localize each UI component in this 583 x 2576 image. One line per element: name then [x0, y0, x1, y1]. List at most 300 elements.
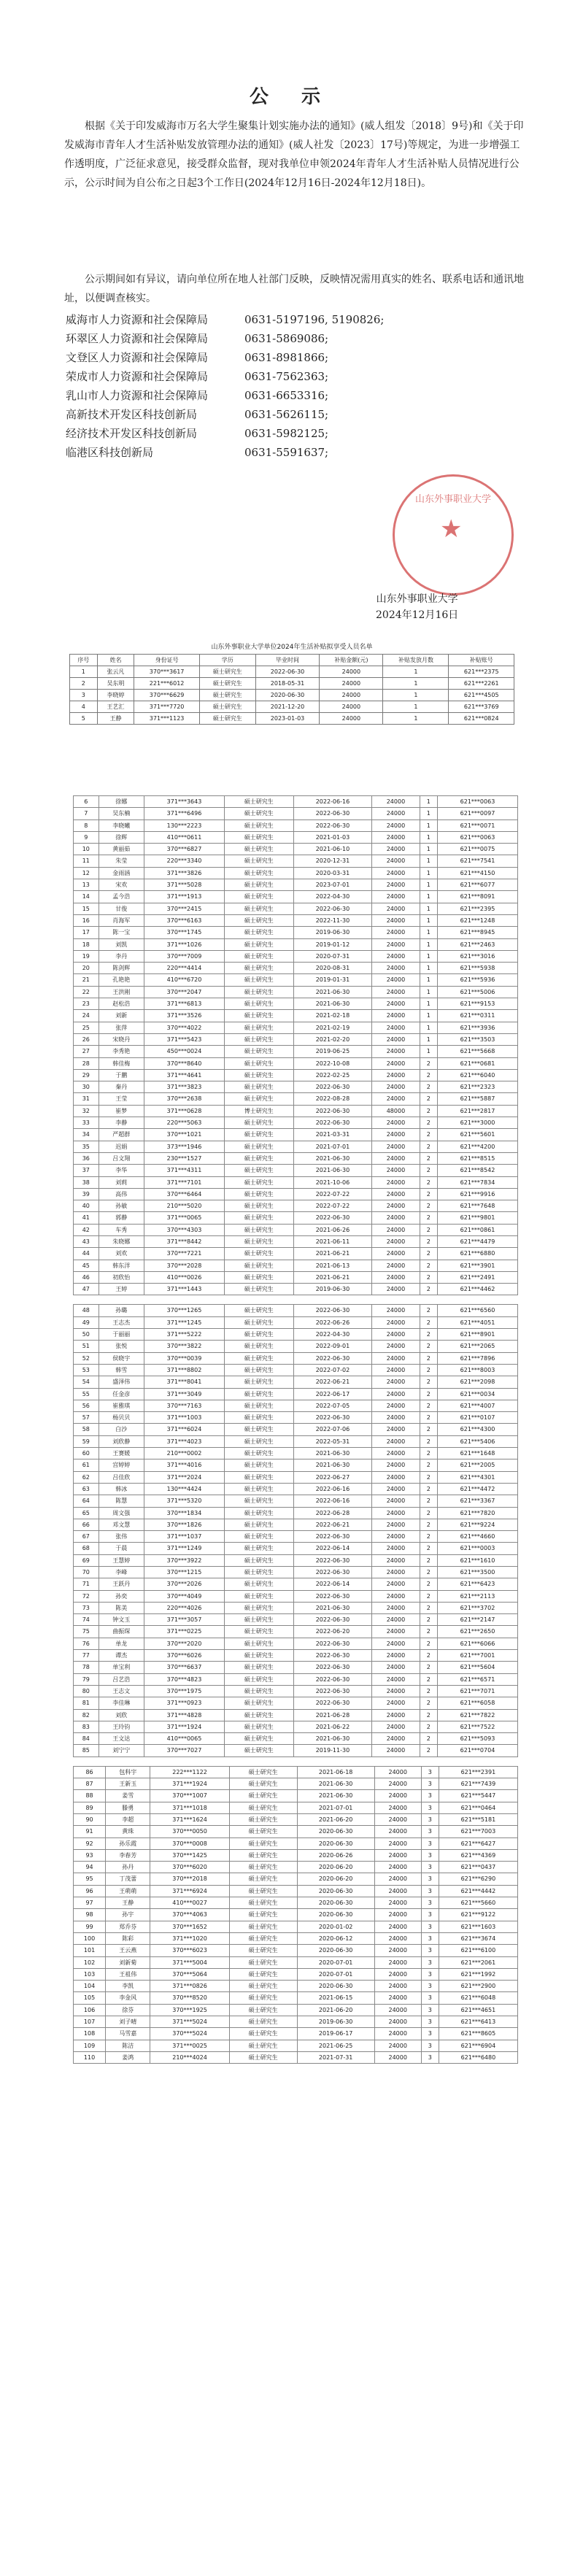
summary-header-cell: 毕业时间 — [255, 655, 320, 666]
roster-cell: 2019-06-30 — [293, 927, 372, 938]
summary-cell: 3 — [70, 690, 98, 701]
roster-cell: 24000 — [374, 1766, 421, 1778]
roster-cell: 621***4462 — [437, 1284, 517, 1295]
roster-cell: 2021-06-28 — [293, 1709, 372, 1721]
roster-row — [74, 796, 518, 808]
roster-cell: 孙奕 — [99, 1590, 144, 1602]
contact-office: 威海市人力资源和社会保障局 — [66, 313, 209, 326]
contact-office: 荣成市人力资源和社会保障局 — [66, 370, 209, 383]
roster-cell: 24000 — [372, 1614, 420, 1626]
roster-row — [74, 1873, 518, 1885]
roster-row — [74, 1352, 518, 1364]
roster-cell: 硕士研究生 — [224, 1519, 293, 1530]
roster-cell: 621***2491 — [437, 1271, 517, 1283]
roster-cell: 621***2323 — [437, 1081, 517, 1093]
summary-header-cell: 补贴发放月数 — [383, 655, 449, 666]
roster-cell: 单龙 — [99, 1638, 144, 1649]
roster-cell: 24000 — [372, 1662, 420, 1673]
roster-cell: 2021-06-15 — [297, 1992, 374, 2004]
roster-cell: 高伟 — [99, 1188, 144, 1200]
summary-cell: 24000 — [320, 690, 383, 701]
roster-cell: 硕士研究生 — [229, 1778, 297, 1790]
roster-cell: 2 — [420, 1057, 437, 1069]
roster-cell: 侯晓宇 — [99, 1352, 144, 1364]
roster-cell: 2022-06-30 — [293, 1650, 372, 1662]
roster-cell: 硕士研究生 — [224, 844, 293, 855]
roster-cell: 2020-01-02 — [297, 1921, 374, 1932]
roster-cell: 硕士研究生 — [224, 1081, 293, 1093]
roster-cell: 54 — [74, 1376, 99, 1388]
roster-cell: 621***6077 — [437, 879, 517, 891]
summary-cell: 2023-01-03 — [255, 713, 320, 725]
roster-row — [74, 2004, 518, 2016]
roster-cell: 硕士研究生 — [224, 1176, 293, 1188]
roster-row — [74, 1543, 518, 1554]
roster-cell: 硕士研究生 — [229, 1921, 297, 1932]
roster-cell: 24000 — [374, 2016, 421, 2027]
roster-cell: 孙乐霞 — [106, 1837, 150, 1849]
roster-cell: 硕士研究生 — [224, 938, 293, 950]
roster-cell: 2021-06-10 — [293, 844, 372, 855]
roster-cell: 2020-06-30 — [297, 1885, 374, 1897]
roster-cell: 刘子晴 — [106, 2016, 150, 2027]
roster-cell: 621***3367 — [437, 1495, 517, 1507]
roster-cell: 59 — [74, 1435, 99, 1447]
summary-row — [70, 701, 514, 713]
roster-cell: 2 — [420, 1305, 437, 1316]
roster-cell: 66 — [74, 1519, 99, 1530]
roster-cell: 24000 — [372, 1271, 420, 1283]
roster-cell: 硕士研究生 — [224, 1376, 293, 1388]
roster-cell: 1 — [420, 974, 437, 986]
roster-cell: 1 — [420, 808, 437, 820]
roster-cell: 3 — [421, 1873, 439, 1885]
roster-cell: 硕士研究生 — [229, 1837, 297, 1849]
roster-cell: 硕士研究生 — [224, 1662, 293, 1673]
roster-cell: 硕士研究生 — [224, 1650, 293, 1662]
contact-office: 乳山市人力资源和社会保障局 — [66, 389, 209, 402]
roster-cell: 24000 — [372, 1709, 420, 1721]
contact-office: 高新技术开发区科技创新局 — [66, 408, 198, 421]
roster-cell: 50 — [74, 1329, 99, 1341]
roster-row — [74, 1188, 518, 1200]
roster-row — [74, 1837, 518, 1849]
roster-cell: 2 — [420, 1235, 437, 1247]
roster-cell: 硕士研究生 — [224, 1069, 293, 1081]
roster-cell: 姜雪 — [106, 1790, 150, 1802]
roster-cell: 24000 — [374, 1802, 421, 1813]
roster-cell: 硕士研究生 — [224, 879, 293, 891]
roster-cell: 621***0704 — [437, 1745, 517, 1756]
roster-cell: 2020-03-31 — [293, 867, 372, 879]
roster-cell: 吕文翔 — [99, 1152, 144, 1164]
roster-cell: 硕士研究生 — [224, 1602, 293, 1613]
roster-cell: 621***9916 — [437, 1188, 517, 1200]
roster-row — [74, 1650, 518, 1662]
roster-cell: 11 — [74, 855, 99, 867]
roster-cell: 621***4150 — [437, 867, 517, 879]
roster-cell: 24000 — [372, 879, 420, 891]
roster-cell: 3 — [421, 2004, 439, 2016]
summary-header-cell: 身份证号 — [134, 655, 199, 666]
roster-cell: 24000 — [372, 1650, 420, 1662]
roster-cell: 371***5024 — [150, 2016, 229, 2027]
roster-cell: 40 — [74, 1200, 99, 1212]
roster-cell: 89 — [74, 1802, 106, 1813]
roster-cell: 370***6637 — [144, 1662, 225, 1673]
summary-cell: 2018-05-31 — [255, 678, 320, 690]
roster-row — [74, 1721, 518, 1732]
roster-cell: 24000 — [372, 820, 420, 831]
roster-cell: 24000 — [372, 1471, 420, 1483]
roster-cell: 621***6560 — [437, 1305, 517, 1316]
roster-cell: 371***1003 — [144, 1412, 225, 1424]
roster-cell: 24000 — [372, 1129, 420, 1141]
roster-cell: 16 — [74, 914, 99, 926]
roster-cell: 24000 — [372, 1352, 420, 1364]
roster-cell: 371***3823 — [144, 1081, 225, 1093]
roster-row — [74, 1117, 518, 1129]
roster-row — [74, 1200, 518, 1212]
roster-cell: 2020-06-30 — [297, 1909, 374, 1921]
roster-cell: 2021-07-01 — [297, 1802, 374, 1813]
roster-cell: 王云燕 — [106, 1945, 150, 1956]
roster-cell: 硕士研究生 — [229, 2040, 297, 2051]
contact-phone: 0631-5982125; — [244, 427, 329, 440]
roster-row — [74, 1897, 518, 1909]
roster-cell: 24000 — [374, 1790, 421, 1802]
roster-cell: 1 — [420, 927, 437, 938]
roster-cell: 371***1026 — [144, 938, 225, 950]
roster-cell: 104 — [74, 1981, 106, 1992]
roster-cell: 24000 — [374, 1778, 421, 1790]
roster-cell: 刘欢 — [99, 1248, 144, 1260]
roster-cell: 39 — [74, 1188, 99, 1200]
roster-cell: 孔艳艳 — [99, 974, 144, 986]
roster-cell: 2019-06-30 — [297, 2016, 374, 2027]
roster-cell: 硕士研究生 — [224, 1673, 293, 1685]
roster-cell: 24000 — [372, 1200, 420, 1212]
roster-cell: 2022-06-30 — [293, 1412, 372, 1424]
summary-row — [70, 713, 514, 725]
roster-cell: 621***5181 — [439, 1813, 517, 1825]
roster-cell: 371***1913 — [144, 891, 225, 903]
roster-cell: 硕士研究生 — [224, 1697, 293, 1709]
roster-cell: 马雪嘉 — [106, 2028, 150, 2040]
roster-cell: 2019-06-25 — [293, 1046, 372, 1057]
roster-cell: 3 — [421, 1956, 439, 1968]
roster-cell: 90 — [74, 1813, 106, 1825]
roster-cell: 621***4472 — [437, 1483, 517, 1495]
roster-cell: 371***6496 — [144, 808, 225, 820]
roster-cell: 硕士研究生 — [224, 808, 293, 820]
roster-cell: 2 — [420, 1117, 437, 1129]
roster-cell: 24000 — [374, 1813, 421, 1825]
roster-cell: 24000 — [372, 1117, 420, 1129]
roster-cell: 李超 — [106, 1813, 150, 1825]
roster-cell: 370***4022 — [144, 1022, 225, 1033]
roster-cell: 李凯 — [106, 1981, 150, 1992]
roster-cell: 370***5064 — [150, 1968, 229, 1980]
roster-row — [74, 1790, 518, 1802]
roster-cell: 24000 — [372, 1081, 420, 1093]
roster-row — [74, 1862, 518, 1873]
roster-cell: 107 — [74, 2016, 106, 2027]
roster-cell: 2023-07-01 — [293, 879, 372, 891]
roster-cell: 2021-02-20 — [293, 1033, 372, 1045]
roster-cell: 硕士研究生 — [224, 1260, 293, 1271]
roster-cell: 3 — [421, 1945, 439, 1956]
roster-cell: 621***9122 — [439, 1909, 517, 1921]
roster-cell: 3 — [421, 1766, 439, 1778]
summary-cell: 张云凡 — [97, 666, 134, 678]
roster-cell: 2022-02-25 — [293, 1069, 372, 1081]
roster-row — [74, 1412, 518, 1424]
roster-cell: 410***0065 — [144, 1733, 225, 1745]
roster-cell: 370***0008 — [150, 1837, 229, 1849]
roster-cell: 2022-07-02 — [293, 1364, 372, 1376]
roster-cell: 621***8945 — [437, 927, 517, 938]
roster-cell: 朱莹 — [99, 855, 144, 867]
roster-cell: 2022-07-22 — [293, 1200, 372, 1212]
roster-cell: 陈洁 — [106, 2040, 150, 2051]
roster-cell: 硕士研究生 — [224, 903, 293, 914]
roster-row — [74, 1388, 518, 1400]
roster-cell: 2021-02-18 — [293, 1010, 372, 1022]
roster-cell: 52 — [74, 1352, 99, 1364]
roster-cell: 硕士研究生 — [229, 2016, 297, 2027]
contact-phone: 0631-5591637; — [244, 446, 329, 459]
roster-cell: 24000 — [372, 1459, 420, 1471]
roster-cell: 单宝利 — [99, 1662, 144, 1673]
roster-cell: 621***6100 — [439, 1945, 517, 1956]
roster-cell: 硕士研究生 — [229, 1945, 297, 1956]
roster-cell: 2020-06-30 — [297, 1945, 374, 1956]
roster-cell: 王文达 — [99, 1733, 144, 1745]
roster-cell: 370***0039 — [144, 1352, 225, 1364]
roster-cell: 71 — [74, 1578, 99, 1590]
summary-cell: 221***6012 — [134, 678, 199, 690]
summary-header-cell: 学历 — [199, 655, 255, 666]
roster-cell: 10 — [74, 844, 99, 855]
roster-cell: 24000 — [372, 963, 420, 974]
roster-cell: 24000 — [372, 1721, 420, 1732]
roster-cell: 37 — [74, 1165, 99, 1176]
roster-cell: 硕士研究生 — [229, 1826, 297, 1837]
roster-cell: 82 — [74, 1709, 99, 1721]
roster-cell: 硕士研究生 — [224, 831, 293, 843]
roster-cell: 2 — [420, 1721, 437, 1732]
roster-cell: 甘俊 — [99, 903, 144, 914]
roster-cell: 2 — [420, 1341, 437, 1352]
roster-cell: 2022-06-30 — [293, 1697, 372, 1709]
roster-cell: 621***4369 — [439, 1849, 517, 1861]
roster-cell: 2022-06-16 — [293, 1483, 372, 1495]
roster-cell: 621***0063 — [437, 831, 517, 843]
roster-cell: 2 — [420, 1200, 437, 1212]
roster-cell: 3 — [421, 1837, 439, 1849]
summary-cell: 硕士研究生 — [199, 678, 255, 690]
roster-cell: 2 — [420, 1248, 437, 1260]
roster-cell: 63 — [74, 1483, 99, 1495]
roster-cell: 48 — [74, 1305, 99, 1316]
roster-cell: 硕士研究生 — [229, 1981, 297, 1992]
roster-cell: 370***0050 — [150, 1826, 229, 1837]
roster-row — [74, 1507, 518, 1519]
roster-cell: 62 — [74, 1471, 99, 1483]
roster-cell: 24000 — [372, 1745, 420, 1756]
roster-cell: 硕士研究生 — [224, 891, 293, 903]
roster-cell: 硕士研究生 — [224, 1495, 293, 1507]
roster-row — [74, 2028, 518, 2040]
roster-cell: 硕士研究生 — [224, 1531, 293, 1543]
roster-cell: 李秀艳 — [99, 1046, 144, 1057]
roster-cell: 2022-09-01 — [293, 1341, 372, 1352]
roster-cell: 2 — [420, 1093, 437, 1105]
roster-cell: 621***6423 — [437, 1578, 517, 1590]
roster-cell: 370***2018 — [150, 1873, 229, 1885]
roster-cell: 371***1018 — [150, 1802, 229, 1813]
roster-cell: 621***0107 — [437, 1412, 517, 1424]
roster-cell: 371***7101 — [144, 1176, 225, 1188]
roster-cell: 硕士研究生 — [224, 1554, 293, 1566]
roster-cell: 24000 — [372, 1224, 420, 1235]
roster-row — [74, 1697, 518, 1709]
roster-cell: 72 — [74, 1590, 99, 1602]
roster-cell: 621***5604 — [437, 1662, 517, 1673]
roster-row — [74, 938, 518, 950]
roster-cell: 220***4026 — [144, 1602, 225, 1613]
roster-cell: 2 — [420, 1400, 437, 1411]
roster-row — [74, 1813, 518, 1825]
roster-cell: 370***8520 — [150, 1992, 229, 2004]
roster-cell: 621***2650 — [437, 1626, 517, 1638]
roster-cell: 硕士研究生 — [229, 1897, 297, 1909]
roster-cell: 2021-06-25 — [297, 2040, 374, 2051]
roster-cell: 张伟 — [99, 1531, 144, 1543]
roster-cell: 王新玉 — [106, 1778, 150, 1790]
roster-cell: 69 — [74, 1554, 99, 1566]
roster-cell: 621***0681 — [437, 1057, 517, 1069]
roster-cell: 2021-06-30 — [297, 1790, 374, 1802]
roster-cell: 370***2415 — [144, 903, 225, 914]
roster-cell: 硕士研究生 — [224, 867, 293, 879]
roster-cell: 621***5936 — [437, 974, 517, 986]
roster-cell: 1 — [420, 1033, 437, 1045]
roster-cell: 21 — [74, 974, 99, 986]
roster-cell: 硕士研究生 — [224, 855, 293, 867]
roster-row — [74, 1992, 518, 2004]
roster-cell: 2 — [420, 1590, 437, 1602]
roster-cell: 硕士研究生 — [224, 1165, 293, 1176]
roster-row — [74, 1305, 518, 1316]
roster-cell: 621***5093 — [437, 1733, 517, 1745]
roster-cell: 621***2900 — [439, 1981, 517, 1992]
contact-phone: 0631-8981866; — [244, 351, 329, 364]
roster-cell: 621***2113 — [437, 1590, 517, 1602]
summary-cell: 王静 — [97, 713, 134, 725]
roster-cell: 孟今浩 — [99, 891, 144, 903]
roster-cell: 硕士研究生 — [224, 1388, 293, 1400]
roster-cell: 370***2638 — [144, 1093, 225, 1105]
roster-cell: 34 — [74, 1129, 99, 1141]
roster-cell: 24000 — [372, 1316, 420, 1328]
roster-cell: 370***6464 — [144, 1188, 225, 1200]
summary-cell: 370***6629 — [134, 690, 199, 701]
roster-cell: 2021-06-21 — [293, 1248, 372, 1260]
roster-cell: 621***3674 — [439, 1932, 517, 1944]
roster-row — [74, 1176, 518, 1188]
roster-cell: 621***0861 — [437, 1224, 517, 1235]
roster-cell: 371***1249 — [144, 1543, 225, 1554]
roster-cell: 2 — [420, 1471, 437, 1483]
roster-cell: 2021-06-30 — [293, 1602, 372, 1613]
roster-row — [74, 1400, 518, 1411]
roster-cell: 2 — [420, 1105, 437, 1117]
summary-cell: 吴东明 — [97, 678, 134, 690]
roster-cell: 24000 — [372, 1165, 420, 1176]
roster-cell: 24000 — [374, 1956, 421, 1968]
roster-cell: 621***5668 — [437, 1046, 517, 1057]
roster-cell: 621***1992 — [439, 1968, 517, 1980]
contact-phone: 0631-7562363; — [244, 370, 329, 383]
roster-cell: 621***6413 — [439, 2016, 517, 2027]
roster-cell: 24000 — [372, 1176, 420, 1188]
roster-cell: 24000 — [372, 1235, 420, 1247]
roster-row — [74, 1778, 518, 1790]
roster-cell: 2 — [420, 1188, 437, 1200]
roster-cell: 210***0002 — [144, 1448, 225, 1459]
roster-cell: 2 — [420, 1412, 437, 1424]
roster-cell: 24000 — [372, 1626, 420, 1638]
roster-cell: 130***2223 — [144, 820, 225, 831]
star-icon: ★ — [440, 514, 463, 544]
summary-cell: 621***2261 — [449, 678, 514, 690]
roster-cell: 王志文 — [99, 1685, 144, 1697]
roster-cell: 621***7071 — [437, 1685, 517, 1697]
summary-cell: 371***1123 — [134, 713, 199, 725]
roster-section — [73, 795, 518, 2072]
roster-cell: 王玲钧 — [99, 1721, 144, 1732]
roster-cell: 621***4651 — [439, 2004, 517, 2016]
roster-cell: 101 — [74, 1945, 106, 1956]
roster-cell: 黄丽茹 — [99, 844, 144, 855]
roster-cell: 1 — [420, 938, 437, 950]
roster-cell: 2 — [420, 1614, 437, 1626]
roster-cell: 61 — [74, 1459, 99, 1471]
roster-cell: 370***4303 — [144, 1224, 225, 1235]
roster-cell: 371***5004 — [150, 1956, 229, 1968]
contact-office: 文登区人力资源和社会保障局 — [66, 351, 209, 364]
roster-cell: 3 — [421, 1790, 439, 1802]
roster-cell: 621***6040 — [437, 1069, 517, 1081]
roster-cell: 硕士研究生 — [224, 1352, 293, 1364]
roster-cell: 硕士研究生 — [224, 950, 293, 962]
roster-cell: 徐娜 — [99, 796, 144, 808]
roster-cell: 3 — [421, 1897, 439, 1909]
roster-cell: 373***1946 — [144, 1141, 225, 1152]
roster-row — [74, 2016, 518, 2027]
roster-cell: 84 — [74, 1733, 99, 1745]
roster-cell: 370***7009 — [144, 950, 225, 962]
roster-cell: 硕士研究生 — [224, 1152, 293, 1164]
roster-cell: 秦丹 — [99, 1081, 144, 1093]
roster-cell: 2022-06-26 — [293, 1316, 372, 1328]
roster-row — [74, 1531, 518, 1543]
roster-cell: 621***3000 — [437, 1117, 517, 1129]
roster-row — [74, 820, 518, 831]
roster-cell: 621***5601 — [437, 1129, 517, 1141]
